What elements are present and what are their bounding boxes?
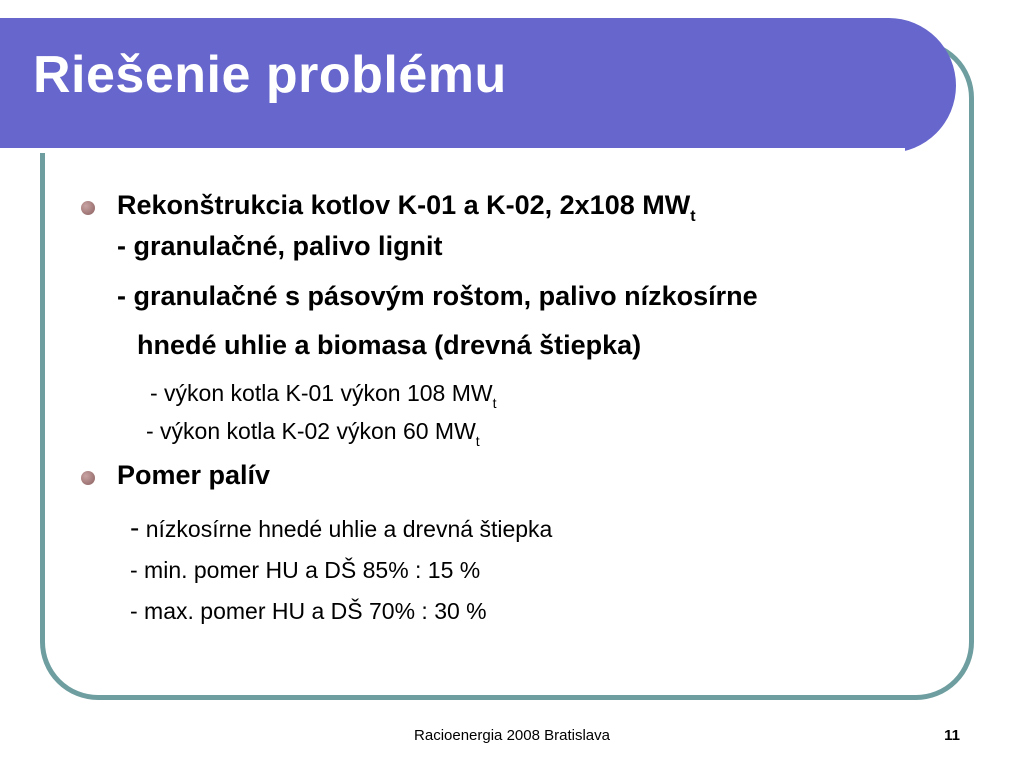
bullet1-line6-subscript: t: [475, 433, 480, 449]
bullet1-line1-text: Rekonštrukcia kotlov K-01 a K-02, 2x108 MW: [117, 190, 691, 220]
slide-title: Riešenie problému: [33, 46, 507, 104]
bullet2-line4: - max. pomer HU a DŠ 70% : 30 %: [130, 598, 487, 624]
bullet1-line1: [117, 190, 696, 225]
bullet1-line5: [150, 380, 497, 411]
bullet1-line1-subscript: t: [690, 208, 696, 225]
bullet1-line5-text: - výkon kotla K-01 výkon 108 MW: [150, 380, 493, 406]
bullet2-line3: - min. pomer HU a DŠ 85% : 15 %: [130, 557, 481, 583]
bullet1-line6: [146, 418, 480, 449]
bullet1-line3: - granulačné s pásovým roštom, palivo nízkosírne: [117, 281, 758, 311]
page-number: 11: [944, 727, 960, 744]
title-underline: [0, 148, 905, 153]
bullet1-line6-text: - výkon kotla K-02 výkon 60 MW: [146, 418, 476, 444]
bullet2-line2-dash: -: [130, 512, 140, 543]
bullet1-line4: hnedé uhlie a biomasa (drevná štiepka): [137, 330, 642, 360]
bullet2-line2: [130, 512, 552, 544]
bullet2-line2-text: nízkosírne hnedé uhlie a drevná štiepka: [139, 516, 553, 542]
bullet1-line2: - granulačné, palivo lignit: [117, 231, 443, 261]
bullet1-line5-subscript: t: [492, 395, 497, 411]
bullet-dot-icon: [81, 471, 95, 485]
bullet2-line1: Pomer palív: [117, 460, 271, 490]
footer-text: Racioenergia 2008 Bratislava: [414, 727, 610, 744]
bullet-dot-icon: [81, 201, 95, 215]
